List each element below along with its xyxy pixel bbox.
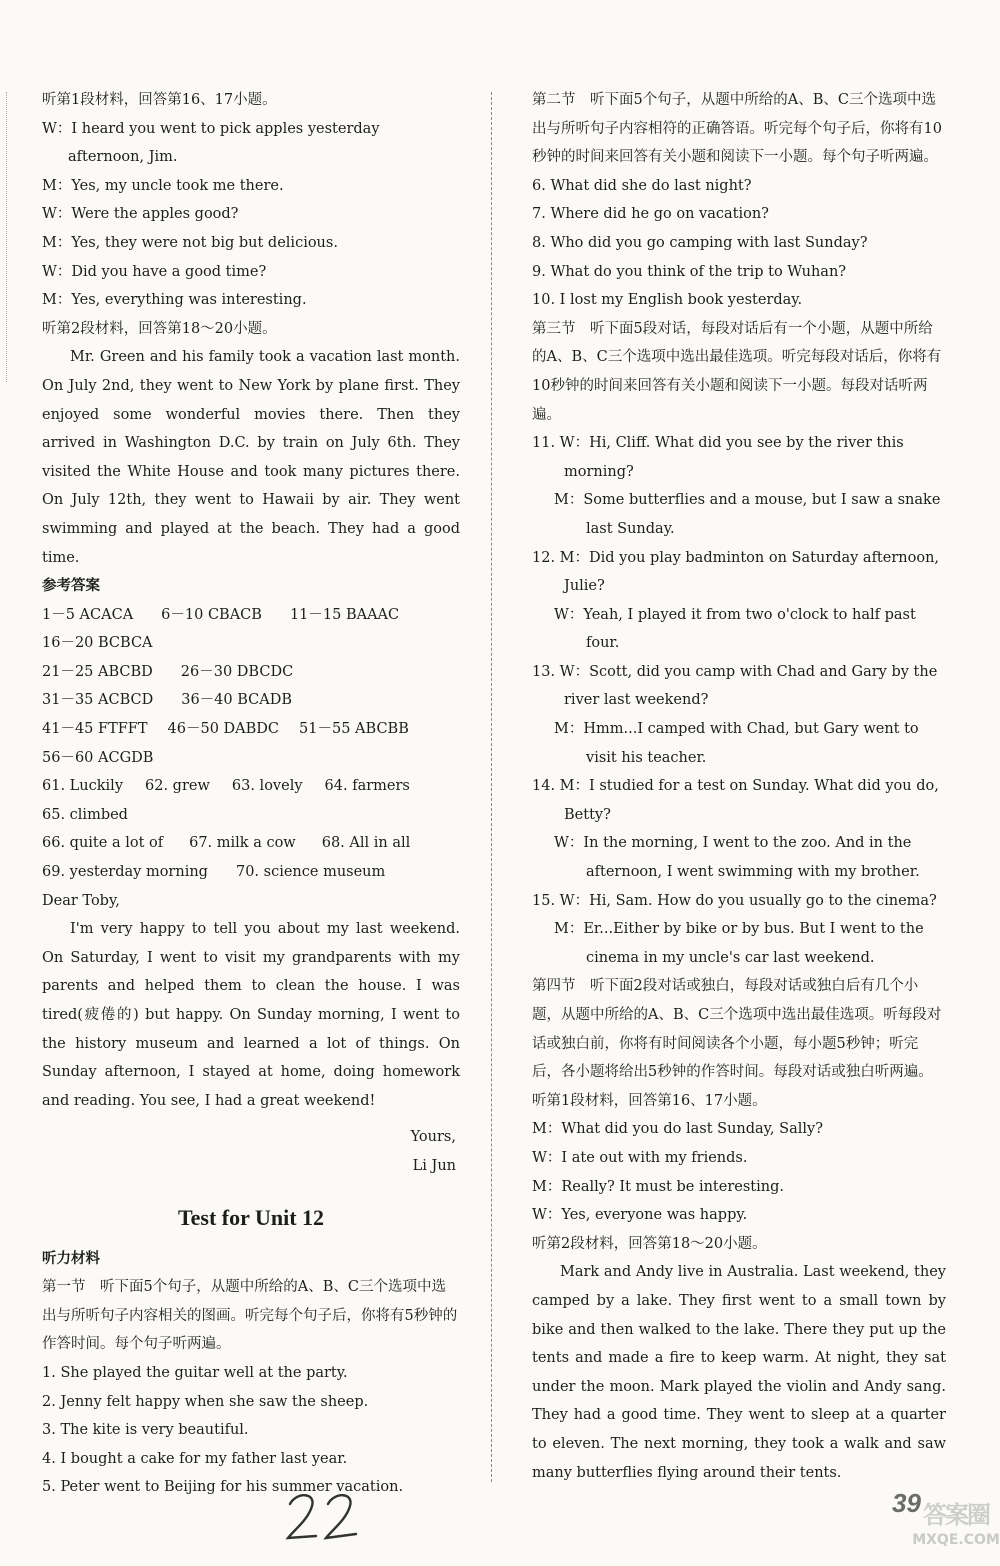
dialog-line: W：Yes, everyone was happy. bbox=[532, 1207, 748, 1224]
answer-row bbox=[42, 858, 460, 887]
answer-item: 67. milk a cow bbox=[189, 835, 296, 852]
answer-item: 21－25 ABCBD bbox=[42, 663, 153, 680]
dialog-reply: M：Er...Either by bike or by bus. But I went to the cinema in my uncle's car last weekend. bbox=[554, 921, 924, 966]
section-instructions: 第三节 听下面5段对话，每段对话后有一个小题，从题中所给的A、B、C三个选项中选出最佳选项。听完每段对话后，你将有10秒钟的时间来回答有关小题和阅读下一小题。每段对话听两遍。 bbox=[532, 320, 942, 423]
answer-item: 66. quite a lot of bbox=[42, 835, 164, 852]
question-item: 9. What do you think of the trip to Wuhan? bbox=[532, 263, 847, 280]
passage: Mark and Andy live in Australia. Last weekend, they camped by a lake. They first went to a small town by bike and then walked to the lake. There they put up the tents and made a fire to keep warm. At night, they sat under the moon. Mark played the violin and Andy sang. They had a good time. They went to sleep at a quarter to eleven. The next morning, they took a walk and saw many butterflies flying around their tents. bbox=[532, 1264, 946, 1481]
letter-body: I'm very happy to tell you about my last weekend. On Saturday, I went to visit my grandparents with my parents and helped them to clean the house. I was tired(疲倦的) but happy. On Sunday morning, I went to the history museum and learned a lot of things. On Sunday afternoon, I stayed at home, doing homework and reading. You see, I had a great weekend! bbox=[42, 921, 460, 1109]
question-item: 10. I lost my English book yesterday. bbox=[532, 292, 803, 309]
sentence-item: 1. She played the guitar well at the party. bbox=[42, 1364, 348, 1381]
answer-row bbox=[42, 601, 460, 630]
sentence-item: 5. Peter went to Beijing for his summer vacation. bbox=[42, 1479, 404, 1496]
answer-item: 26－30 DBCDC bbox=[180, 663, 294, 680]
answer-item: 69. yesterday morning bbox=[42, 864, 208, 881]
answer-item: 46－50 DABDC bbox=[167, 721, 280, 738]
listening-heading: 听力材料 bbox=[42, 1249, 100, 1267]
answer-item: 61. Luckily bbox=[42, 778, 124, 795]
section-heading: 听第1段材料，回答第16、17小题。 bbox=[42, 92, 277, 108]
question-item: 6. What did she do last night? bbox=[532, 177, 752, 194]
answer-row bbox=[42, 829, 460, 858]
answers-heading: 参考答案 bbox=[42, 577, 100, 595]
answer-item: 56－60 ACGDB bbox=[42, 749, 154, 766]
answer-item: 51－55 ABCBB bbox=[299, 721, 409, 738]
dialog-line: W：Were the apples good? bbox=[42, 206, 239, 223]
answer-row bbox=[42, 686, 460, 715]
answer-item: 62. grew bbox=[145, 778, 210, 795]
answer-row bbox=[42, 715, 460, 744]
dialog-question: 15. W：Hi, Sam. How do you usually go to the cinema? bbox=[532, 892, 937, 909]
dialog-reply: W：In the morning, I went to the zoo. And in the afternoon, I went swimming with my brother. bbox=[554, 835, 920, 881]
answer-item: 41－45 FTFFT bbox=[42, 721, 148, 738]
dialog-question: 13. W：Scott, did you camp with Chad and Gary by the river last weekend? bbox=[532, 663, 938, 709]
dialog-line: M：Yes, they were not big but delicious. bbox=[42, 234, 338, 251]
column-divider bbox=[491, 92, 492, 1482]
answer-item: 64. farmers bbox=[324, 778, 410, 795]
dialog-question: 14. M：I studied for a test on Sunday. What did you do, Betty? bbox=[532, 778, 939, 823]
dialog-line: W：I ate out with my friends. bbox=[532, 1149, 748, 1166]
handwritten-22-drawing bbox=[282, 1486, 372, 1546]
question-item: 7. Where did he go on vacation? bbox=[532, 206, 769, 223]
section-instructions: 第二节 听下面5个句子，从题中所给的A、B、C三个选项中选出与所听句子内容相符的正确答语。听完每个句子后，你将有10秒钟的时间来回答有关小题和阅读下一小题。每个句子听两遍。 bbox=[532, 92, 942, 166]
answer-item: 1－5 ACACA bbox=[42, 606, 134, 623]
sentence-item: 4. I bought a cake for my father last year. bbox=[42, 1450, 348, 1467]
section-heading: 听第1段材料，回答第16、17小题。 bbox=[532, 1092, 767, 1109]
answer-item: 70. science museum bbox=[235, 864, 386, 881]
dialog-line: M：What did you do last Sunday, Sally? bbox=[532, 1121, 823, 1138]
answer-item: 68. All in all bbox=[321, 835, 411, 852]
dialog-line: M：Yes, everything was interesting. bbox=[42, 292, 307, 309]
letter-greeting: Dear Toby, bbox=[42, 892, 120, 909]
right-column bbox=[532, 86, 946, 1487]
watermark-url: MXQE.COM bbox=[912, 1532, 1000, 1548]
letter-signature: Li Jun bbox=[412, 1157, 456, 1174]
answer-item: 6－10 CBACB bbox=[161, 606, 262, 623]
test-title: Test for Unit 12 bbox=[177, 1204, 325, 1230]
dialog-reply: M：Hmm...I camped with Chad, but Gary went to visit his teacher. bbox=[554, 721, 919, 766]
dialog-reply: M：Some butterflies and a mouse, but I saw a snake last Sunday. bbox=[554, 492, 941, 537]
watermark-text: 答案圈 bbox=[923, 1501, 989, 1529]
answer-item: 36－40 BCADB bbox=[181, 692, 293, 709]
watermark-logo bbox=[912, 1500, 1000, 1566]
dialog-reply: W：Yeah, I played it from two o'clock to half past four. bbox=[554, 606, 916, 652]
answer-item: 16－20 BCBCA bbox=[42, 635, 153, 652]
dialog-question: 11. W：Hi, Cliff. What did you see by the river this morning? bbox=[532, 435, 904, 480]
handwritten-mark bbox=[282, 1486, 372, 1546]
page-number: 39 bbox=[892, 1488, 921, 1518]
answer-row bbox=[42, 658, 460, 687]
sentence-item: 3. The kite is very beautiful. bbox=[42, 1422, 249, 1439]
answer-item: 65. climbed bbox=[42, 806, 128, 823]
binding-edge-dots bbox=[6, 92, 7, 382]
answer-row bbox=[42, 744, 460, 773]
answer-item: 31－35 ACBCD bbox=[42, 692, 154, 709]
section-instructions: 第四节 听下面2段对话或独白，每段对话或独白后有几个小题，从题中所给的A、B、C三个选项中选出最佳选项。听每段对话或独白前，你将有时间阅读各个小题，每小题5秒钟；听完后，各小题将给出5秒钟的作答时间。每段对话或独白听两遍。 bbox=[532, 978, 942, 1081]
answer-row bbox=[42, 801, 460, 830]
section-instructions: 第一节 听下面5个句子，从题中所给的A、B、C三个选项中选出与所听句子内容相关的图画。听完每个句子后，你将有5秒钟的作答时间。每个句子听两遍。 bbox=[42, 1279, 458, 1353]
sentence-item: 2. Jenny felt happy when she saw the sheep. bbox=[42, 1393, 369, 1410]
section-heading: 听第2段材料，回答第18～20小题。 bbox=[42, 320, 277, 337]
answer-item: 11－15 BAAAC bbox=[289, 606, 400, 623]
answer-row bbox=[42, 772, 460, 801]
answer-item: 63. lovely bbox=[231, 778, 303, 795]
dialog-question: 12. M：Did you play badminton on Saturday afternoon, Julie? bbox=[532, 549, 940, 595]
dialog-line: W：Did you have a good time? bbox=[42, 263, 267, 280]
dialog-line: M：Yes, my uncle took me there. bbox=[42, 177, 284, 194]
letter-closing: Yours, bbox=[410, 1129, 456, 1146]
answer-row bbox=[42, 629, 460, 658]
question-item: 8. Who did you go camping with last Sunday? bbox=[532, 234, 868, 251]
left-column bbox=[42, 86, 460, 1502]
passage: Mr. Green and his family took a vacation last month. On July 2nd, they went to New York by plane first. They enjoyed some wonderful movies there. Then they arrived in Washington D.C. by train on July 6th. They visited the White House and took many pictures there. On July 12th, they went to Hawaii by air. They went swimming and played at the beach. They had a good time. bbox=[42, 349, 460, 566]
section-heading: 听第2段材料，回答第18～20小题。 bbox=[532, 1235, 767, 1252]
dialog-line: W：I heard you went to pick apples yesterday afternoon, Jim. bbox=[42, 120, 380, 166]
dialog-line: M：Really? It must be interesting. bbox=[532, 1178, 784, 1195]
